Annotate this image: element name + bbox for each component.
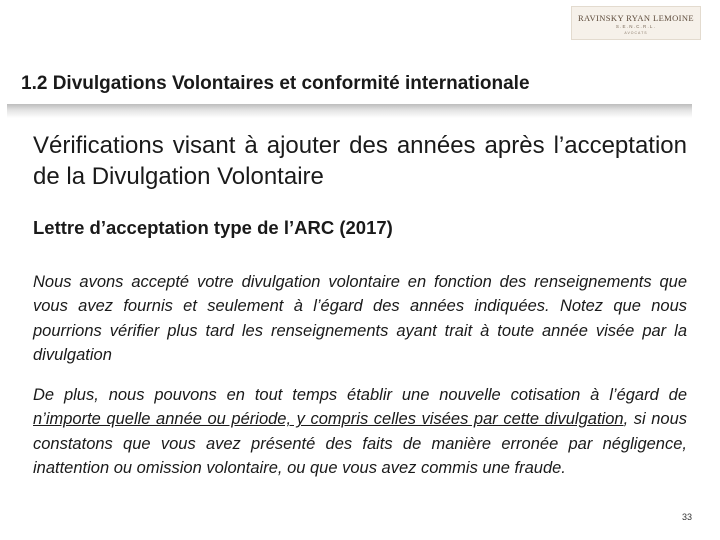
quote-paragraph-1: Nous avons accepté votre divulgation volontaire en fonction des renseignements que vous avez fournis et seulement à l’égard des années indiquées. Notez que nous pourrions vérifier plus tard les renseignements ayant trait à toute année visée par la divulgation [33, 273, 687, 364]
logo-subline: S.E.N.C.R.L. [615, 24, 657, 29]
slide-title: 1.2 Divulgations Volontaires et conformité internationale [21, 73, 530, 94]
firm-logo [571, 6, 701, 40]
quote-paragraph-2-end: , si nous constatons que vous avez présenté des faits de manière erronée par négligence, inattention ou omission volontaire, ou que vous avez commis une fraude. [33, 410, 687, 477]
section-heading: Lettre d’acceptation type de l’ARC (2017) [33, 217, 393, 238]
title-divider [7, 104, 692, 118]
quote-paragraph-2-start: De plus, nous pouvons en tout temps établir une nouvelle cotisation à l’égard de [33, 386, 687, 404]
page-number: 33 [682, 512, 693, 522]
logo-firm-name: RAVINSKY RYAN LEMOINE [577, 13, 695, 23]
quote-paragraph-2 [33, 383, 687, 480]
slide-subtitle: Vérifications visant à ajouter des années après l’acceptation de la Divulgation Volontaire [33, 132, 687, 190]
quote-paragraph-2-underlined: n’importe quelle année ou période, y compris celles visées par cette divulgation [33, 410, 624, 429]
logo-tagline: AVOCATS [624, 31, 648, 35]
